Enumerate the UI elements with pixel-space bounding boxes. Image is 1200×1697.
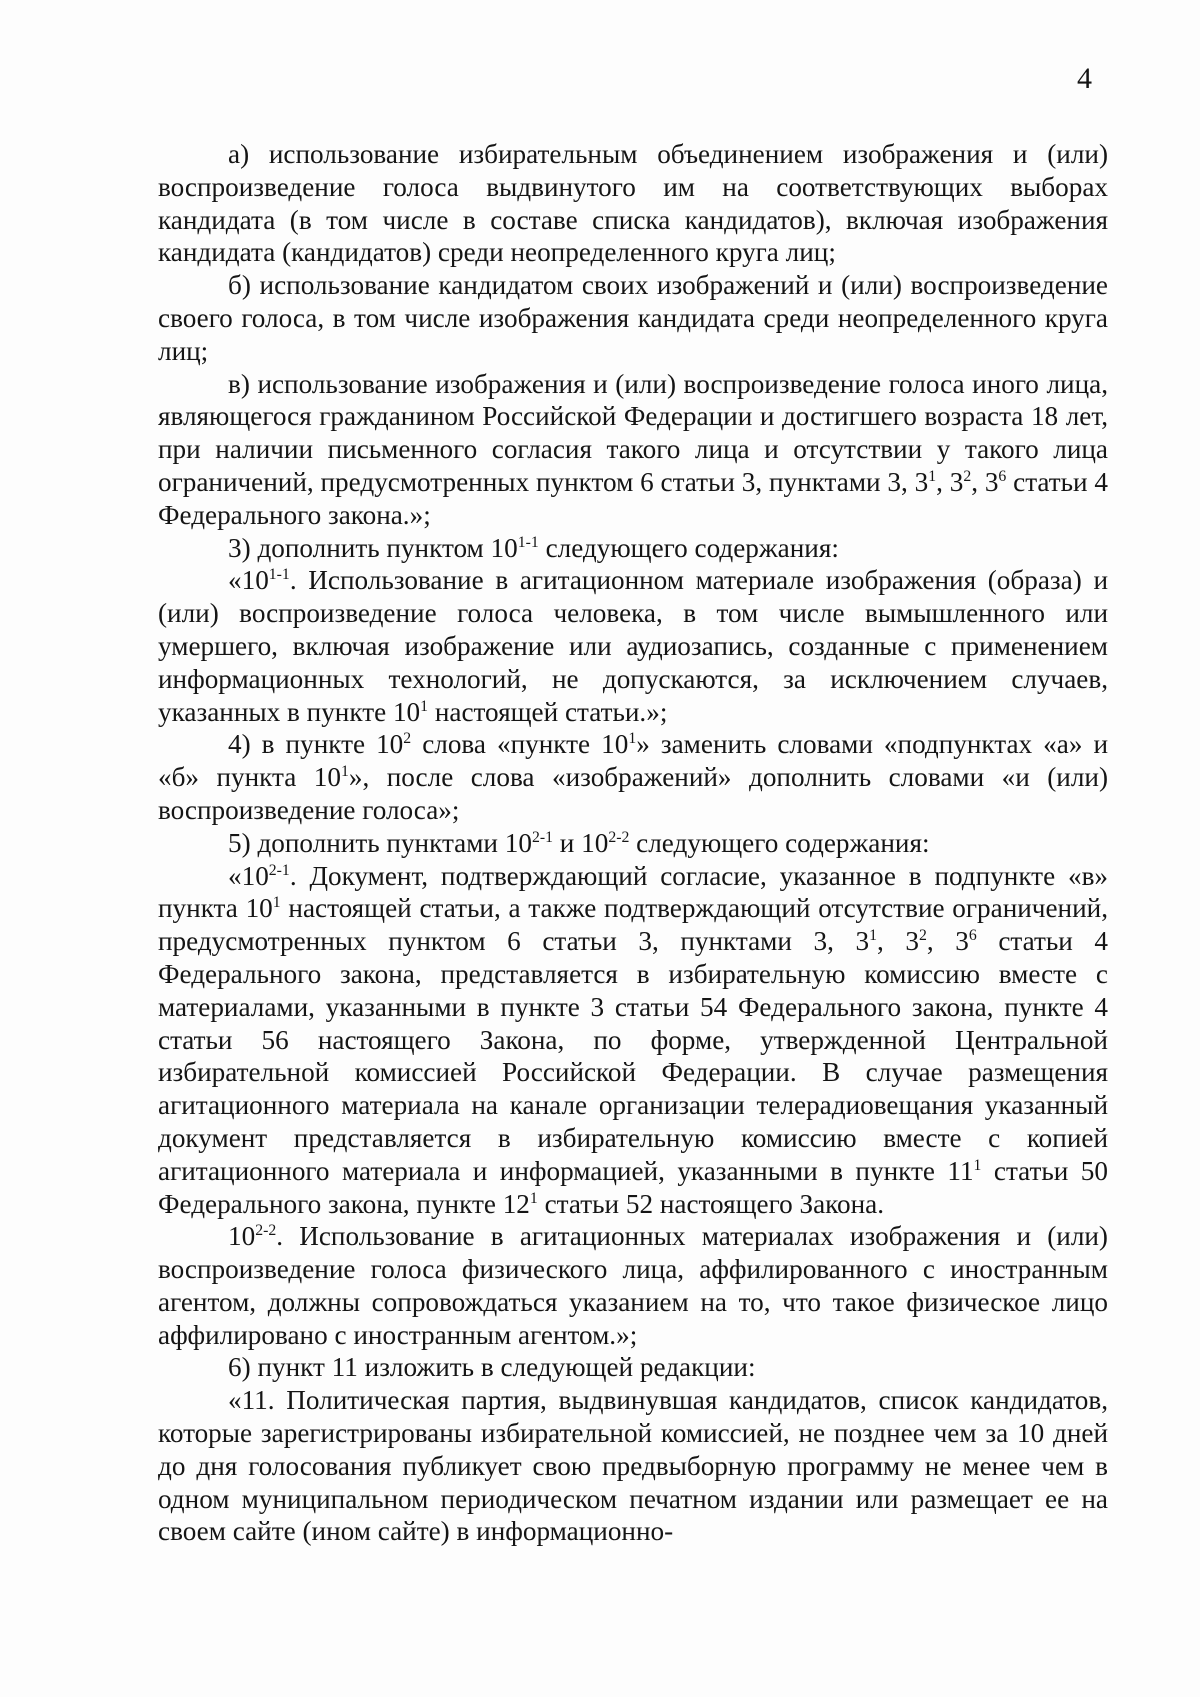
text-run: слова «пункте 10 (411, 729, 629, 760)
paragraph-p6 (158, 1351, 1108, 1384)
paragraph-p4 (158, 728, 1108, 826)
text-run: а) использование избирательным объединением изображения и (или) воспроизведение голоса выдвинутого им на соответствующих выборах кандидата (в том числе в составе списка кандидатов), включая изображения кандидата (кандидатов) среди неопределенного круга лиц; (158, 139, 1108, 268)
text-run: 5) дополнить пунктами 10 (228, 827, 532, 858)
superscript: 1 (628, 730, 637, 748)
text-run: следующего содержания: (538, 532, 839, 563)
superscript: 1-1 (517, 533, 539, 551)
text-run: б) использование кандидатом своих изображений и (или) воспроизведение своего голоса, в том числе изображения кандидата среди неопределенного круга лиц; (158, 270, 1108, 366)
text-run: 6) пункт 11 изложить в следующей редакции: (228, 1352, 756, 1383)
text-run: статьи 50 Федерального закона, пункте 12 (158, 1155, 1108, 1219)
text-run: в) использование изображения и (или) воспроизведение голоса иного лица, являющегося гражданином Российской Федерации и достигшего возраста 18 лет, при наличии письменного согласия такого лица и отсутствии у такого лица ограничений, предусмотренных пунктом 6 статьи 3, пунктами 3, 3 (158, 368, 1108, 497)
text-run: . Использование в агитационном материале изображения (образа) и (или) воспроизведение голоса человека, в том числе вымышленного или умершего, включая изображение или аудиозапись, созданные с применением информационных технологий, не допускаются, за исключением случаев, указанных в пункте 10 (158, 565, 1108, 727)
superscript: 1 (420, 697, 429, 715)
text-run: 4) в пункте 10 (228, 729, 404, 760)
paragraph-a (158, 138, 1108, 269)
text-run: статьи 4 Федерального закона.»; (158, 466, 1109, 530)
paragraph-p5 (158, 827, 1108, 860)
superscript: 2 (403, 730, 412, 748)
document-body (158, 138, 1108, 1548)
text-run: «10 (228, 860, 269, 891)
text-run: », после слова «изображений» дополнить словами «и (или) воспроизведение голоса»; (158, 762, 1109, 825)
superscript: 6 (998, 467, 1007, 485)
superscript: 1 (529, 1189, 538, 1207)
text-run: 3) дополнить пунктом 10 (228, 532, 518, 563)
paragraph-p10-1-1 (158, 564, 1108, 728)
text-run: следующего содержания: (629, 827, 930, 858)
superscript: 2 (963, 467, 972, 485)
text-run: , 3 (971, 466, 999, 497)
text-run: статьи 52 настоящего Закона. (537, 1188, 885, 1219)
superscript: 2-2 (255, 1222, 277, 1240)
text-run: статьи 4 Федерального закона, представляется в избирательную комиссию вместе с материалами, указанными в пункте 3 статьи 54 Федерального закона, пункте 4 статьи 56 настоящего Закона, по форме, утвержденной Центральной избирательной комиссией Российской Федерации. В случае размещения агитационного материала на канале организации телерадиовещания указанный документ представляется в избирательную комиссию вместе с копией агитационного материала и информацией, указанными в пункте 11 (158, 926, 1108, 1186)
superscript: 2-1 (268, 861, 290, 879)
text-run: 10 (228, 1221, 256, 1252)
text-run: . Документ, подтверждающий согласие, указанное в подпункте «в» пункта 10 (158, 860, 1108, 924)
text-run: » заменить словами «подпунктах «а» и «б» пункта 10 (158, 729, 1109, 793)
paragraph-p10-2-2 (158, 1220, 1108, 1351)
text-run: . Использование в агитационных материалах изображения и (или) воспроизведение голоса физического лица, аффилированного с иностранным агентом, должны сопровождаться указанием на то, что такое физическое лицо аффилировано с иностранным агентом.»; (158, 1221, 1108, 1350)
superscript: 1 (869, 926, 877, 944)
paragraph-p10-2-1 (158, 860, 1108, 1221)
text-run: , 3 (926, 926, 969, 957)
superscript: 2-1 (531, 828, 553, 846)
superscript: 1 (272, 894, 281, 912)
text-run: , 3 (936, 466, 964, 497)
superscript: 1 (928, 467, 937, 485)
superscript: 2 (918, 926, 927, 944)
paragraph-p11 (158, 1384, 1108, 1548)
page-number: 4 (1077, 62, 1092, 95)
superscript: 1 (340, 762, 349, 780)
paragraph-p3 (158, 532, 1108, 565)
text-run: настоящей статьи.»; (428, 696, 668, 727)
text-run: , 3 (877, 926, 919, 957)
text-run: «10 (228, 565, 269, 596)
text-run: и 10 (553, 827, 609, 858)
superscript: 2-2 (608, 828, 630, 846)
superscript: 6 (968, 926, 977, 944)
paragraph-v (158, 368, 1108, 532)
superscript: 1 (973, 1156, 982, 1174)
text-run: настоящей статьи, а также подтверждающий отсутствие ограничений, предусмотренных пунктом 6 статьи 3, пунктами 3, 3 (158, 893, 1108, 957)
text-run: «11. Политическая партия, выдвинувшая кандидатов, список кандидатов, которые зарегистрированы избирательной комиссией, не позднее чем за 10 дней до дня голосования публикует свою предвыборную программу не менее чем в одном муниципальном периодическом печатном издании или размещает ее на своем сайте (ином сайте) в информационно- (158, 1385, 1108, 1547)
superscript: 1-1 (268, 566, 290, 584)
paragraph-b (158, 269, 1108, 367)
